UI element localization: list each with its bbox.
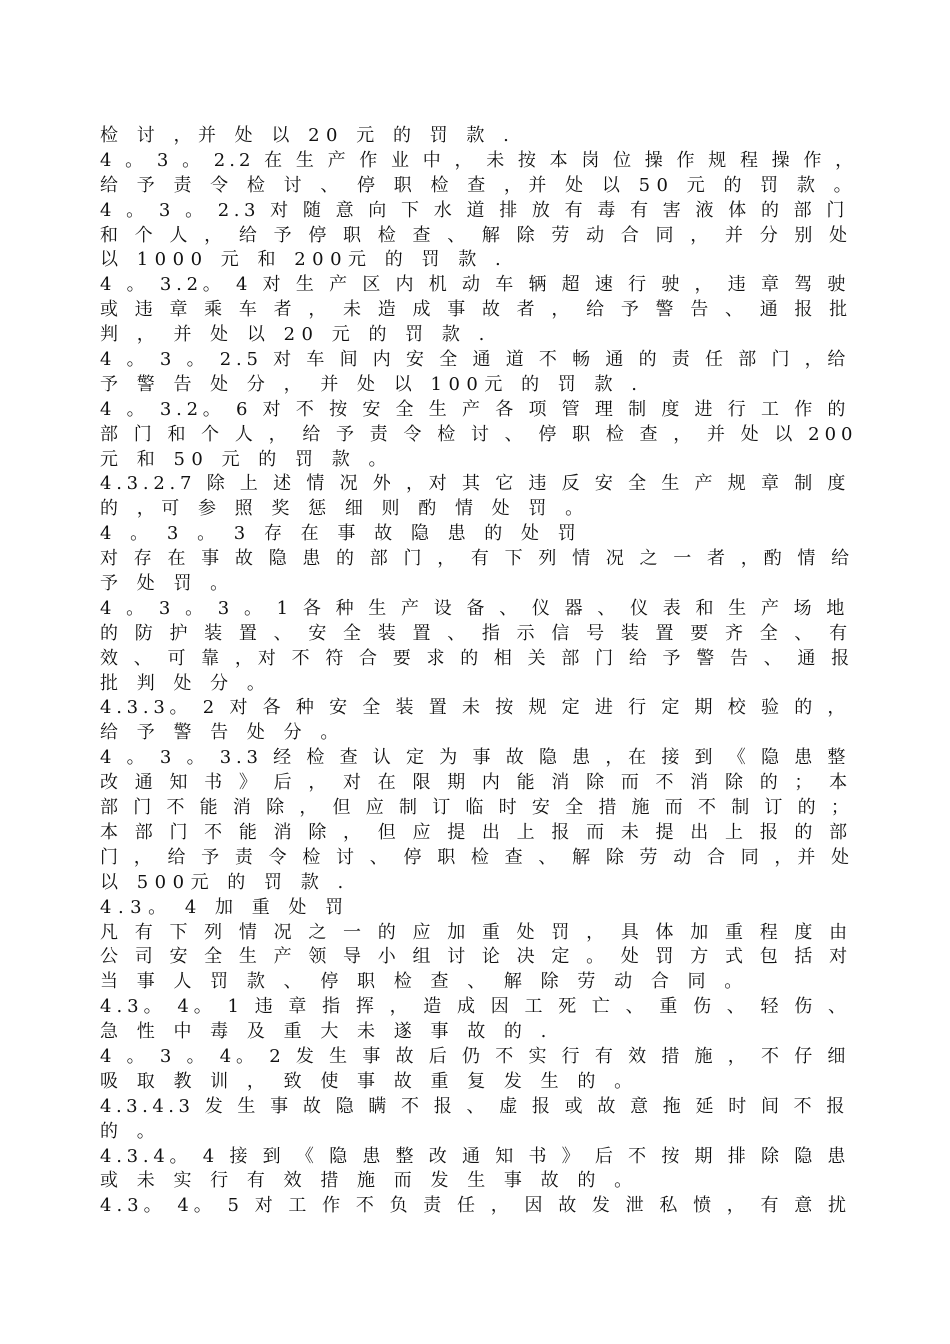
text-line: 4.3.4。 4 接 到 《 隐 患 整 改 通 知 书 》 后 不 按 期 排 除 隐 患: [100, 1145, 851, 1167]
text-line: 4 。 3 。 3 。 1 各 种 生 产 设 备 、 仪 器 、 仪 表 和 生 产 场 地: [100, 597, 849, 619]
text-line: 对 存 在 事 故 隐 患 的 部 门 ， 有 下 列 情 况 之 一 者 ，酌 情 给: [100, 548, 855, 570]
text-line: 4.3。 4。 5 对 工 作 不 负 责 任 ， 因 故 发 泄 私 愤 ， 有 意 扰: [100, 1195, 851, 1217]
text-line: 和 个 人 ， 给 予 停 职 检 查 、 解 除 劳 动 合 同 ， 并 分 别 处: [100, 224, 853, 246]
text-line: 改 通 知 书 》 后 ， 对 在 限 期 内 能 消 除 而 不 消 除 的 ； 本: [100, 772, 853, 794]
text-line: 4.3.2.7 除 上 述 情 况 外 ，对 其 它 违 反 安 全 生 产 规 章 制 度: [100, 473, 851, 495]
text-line: 的 。: [100, 1120, 162, 1142]
text-line: 4 。 3 。 2.5 对 车 间 内 安 全 通 道 不 畅 通 的 责 任 部 门 ，给: [100, 349, 851, 371]
text-line: 以 500元 的 罚 款 .: [100, 871, 350, 893]
text-line: 4 。 3.2。 4 对 生 产 区 内 机 动 车 辆 超 速 行 驶 ， 违 章 驾 驶: [100, 274, 851, 296]
text-line: 以 1000 元 和 200元 的 罚 款 .: [100, 249, 508, 271]
text-line: 判 ， 并 处 以 20 元 的 罚 款 .: [100, 324, 491, 346]
text-line: 4 。 3 。 2.3 对 随 意 向 下 水 道 排 放 有 毒 有 害 液 体 的 部 门: [100, 199, 849, 221]
text-line: 4.3。 4 加 重 处 罚: [100, 896, 350, 918]
document-body: [100, 124, 860, 1219]
text-line: 4.3.3。 2 对 各 种 安 全 装 置 未 按 规 定 进 行 定 期 校 验 的 ，: [100, 697, 851, 719]
text-line: 或 未 实 行 有 效 措 施 而 发 生 事 故 的 。: [100, 1170, 639, 1192]
text-line: 吸 取 教 训 ， 致 使 事 故 重 复 发 生 的 。: [100, 1070, 639, 1092]
text-line: 给 予 警 告 处 分 。: [100, 722, 345, 744]
text-line: 给 予 责 令 检 讨 、 停 职 检 查 ，并 处 以 50 元 的 罚 款 。: [100, 174, 859, 196]
text-line: 4.3。 4。 1 违 章 指 挥 ， 造 成 因 工 死 亡 、 重 伤 、 轻 伤 、: [100, 996, 851, 1018]
text-line: 部 门 不 能 消 除 ， 但 应 制 订 临 时 安 全 措 施 而 不 制 订 的 ；: [100, 797, 854, 819]
text-line: 效 、 可 靠 ，对 不 符 合 要 求 的 相 关 部 门 给 予 警 告 、 通 报: [100, 647, 855, 669]
text-line: 凡 有 下 列 情 况 之 一 的 应 加 重 处 罚 ， 具 体 加 重 程 度 由: [100, 921, 853, 943]
text-line: 或 违 章 乘 车 者 ， 未 造 成 事 故 者 ， 给 予 警 告 、 通 报 批: [100, 299, 853, 321]
text-line: 4 。 3 。 4。 2 发 生 事 故 后 仍 不 实 行 有 效 措 施 ， 不 仔 细: [100, 1045, 851, 1067]
text-line: 4 。 3 。 3 存 在 事 故 隐 患 的 处 罚: [100, 523, 583, 545]
text-line: 4 。 3.2。 6 对 不 按 安 全 生 产 各 项 管 理 制 度 进 行 工 作 的: [100, 398, 851, 420]
text-line: 门 ， 给 予 责 令 检 讨 、 停 职 检 查 、 解 除 劳 动 合 同 ，并 处: [100, 846, 855, 868]
text-line: 4.3.4.3 发 生 事 故 隐 瞒 不 报 、 虚 报 或 故 意 拖 延 时 间 不 报: [100, 1095, 849, 1117]
text-line: 元 和 50 元 的 罚 款 。: [100, 448, 393, 470]
text-line: 的 ，可 参 照 奖 惩 细 则 酌 情 处 罚 。: [100, 498, 590, 520]
text-line: 予 处 罚 。: [100, 573, 235, 595]
text-line: 检 讨 ，并 处 以 20 元 的 罚 款 .: [100, 125, 516, 146]
text-line: 予 警 告 处 分 ， 并 处 以 100元 的 罚 款 .: [100, 373, 644, 395]
text-line: 4 。 3 。 3.3 经 检 查 认 定 为 事 故 隐 患 ，在 接 到 《 隐 患 整: [100, 747, 851, 769]
text-line: 批 判 处 分 。: [100, 672, 272, 694]
text-line: 本 部 门 不 能 消 除 ， 但 应 提 出 上 报 而 未 提 出 上 报 的 部: [100, 821, 853, 843]
text-line: 公 司 安 全 生 产 领 导 小 组 讨 论 决 定 。 处 罚 方 式 包 括 对: [100, 946, 853, 968]
text-line: 部 门 和 个 人 ， 给 予 责 令 检 讨 、 停 职 检 查 ， 并 处 以 200: [100, 423, 858, 445]
text-line: 的 防 护 装 置 、 安 全 装 置 、 指 示 信 号 装 置 要 齐 全 、 有: [100, 622, 853, 644]
text-line: 4 。 3 。 2.2 在 生 产 作 业 中 ， 未 按 本 岗 位 操 作 规 程 操 作 ，: [100, 149, 858, 171]
text-line: 当 事 人 罚 款 、 停 职 检 查 、 解 除 劳 动 合 同 。: [100, 971, 749, 993]
text-line: 急 性 中 毒 及 重 大 未 遂 事 故 的 .: [100, 1021, 553, 1043]
